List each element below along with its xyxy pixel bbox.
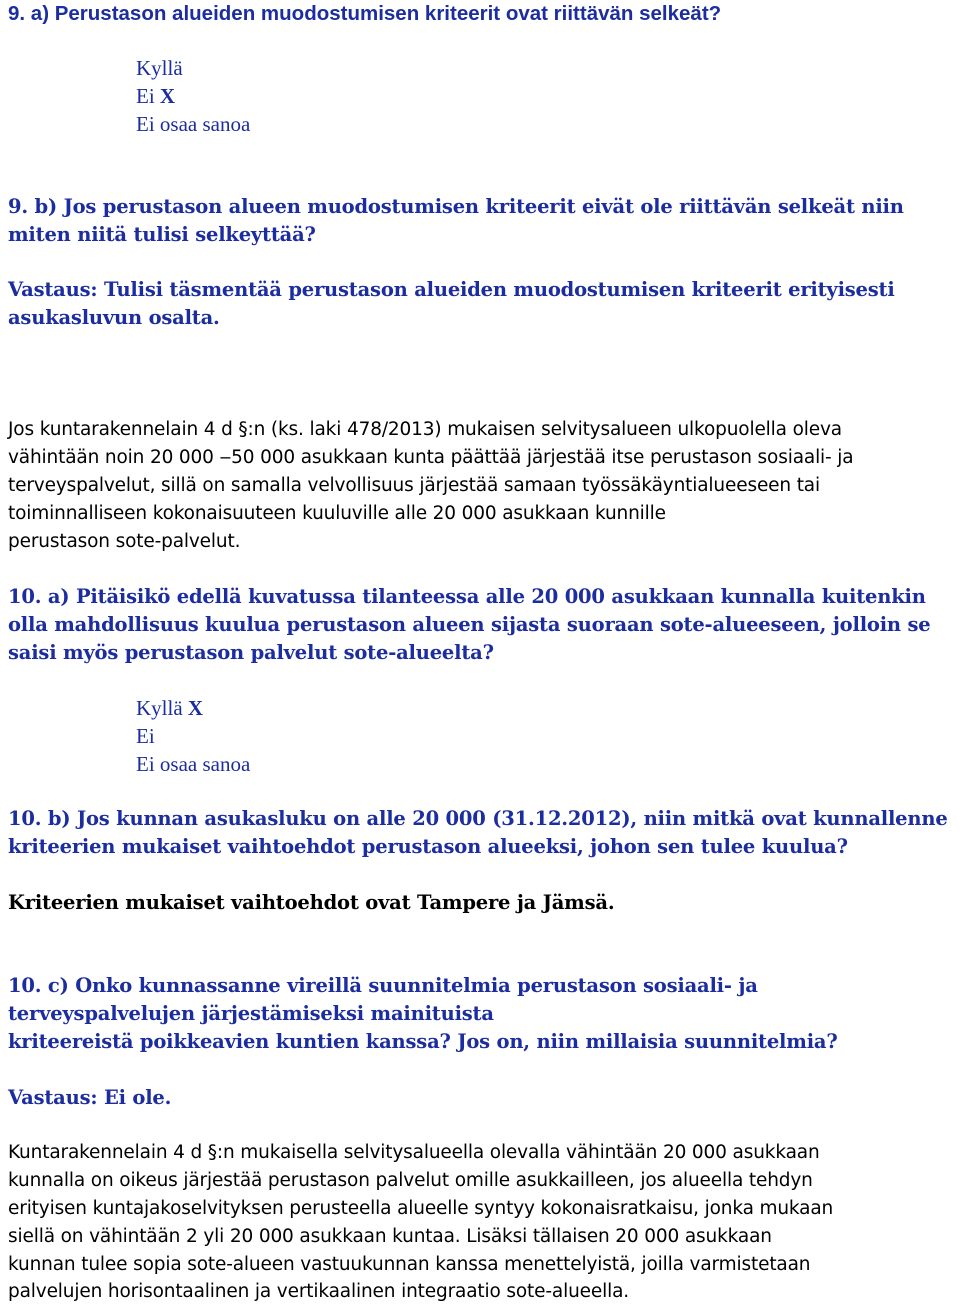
context-line-1: Jos kuntarakennelain 4 d §:n (ks. laki 478/2013) mukaisen selvitysalueen ulkopuolella oleva [8, 419, 842, 440]
answer-10b: Kriteerien mukaiset vaihtoehdot ovat Tampere ja Jämsä. [8, 891, 615, 914]
question-10c-line-2: terveyspalvelujen järjestämiseksi mainituista [8, 1002, 494, 1025]
option-ei-9a: Ei X [136, 84, 176, 108]
option-ei-osaa-sanoa-9a: Ei osaa sanoa [136, 112, 251, 136]
body-10c-line-5: kunnan tulee sopia sote-alueen vastuukunnan kanssa menettelyistä, joilla varmistetaan [8, 1254, 811, 1275]
body-10c-line-1: Kuntarakennelain 4 d §:n mukaisella selvitysalueella olevalla vähintään 20 000 asukkaan [8, 1142, 820, 1163]
option-ei-osaa-sanoa-10a: Ei osaa sanoa [136, 752, 251, 776]
question-10c-line-3: kriteereistä poikkeavien kuntien kanssa? Jos on, niin millaisia suunnitelmia? [8, 1030, 838, 1053]
context-line-2: vähintään noin 20 000 ‒50 000 asukkaan kunta päättää järjestää itse perustason sosiaali- ja [8, 447, 854, 468]
body-10c-line-2: kunnalla on oikeus järjestää perustason palvelut omille asukkailleen, jos alueella tehdyn [8, 1170, 813, 1191]
question-10c-line-1: 10. c) Onko kunnassanne vireillä suunnitelmia perustason sosiaali- ja [8, 974, 758, 997]
selected-mark: X [159, 84, 176, 108]
question-9a: 9. a) Perustason alueiden muodostumisen kriteerit ovat riittävän selkeät? [8, 2, 722, 25]
question-10a-line-1: 10. a) Pitäisikö edellä kuvatussa tilanteessa alle 20 000 asukkaan kunnalla kuitenkin [8, 585, 926, 608]
answer-10c: Vastaus: Ei ole. [8, 1086, 172, 1109]
question-9b-line-1: 9. b) Jos perustason alueen muodostumisen kriteerit eivät ole riittävän selkeät niin [8, 195, 904, 218]
question-10b-line-2: kriteerien mukaiset vaihtoehdot perustason alueeksi, johon sen tulee kuulua? [8, 835, 848, 858]
question-10a-line-2: olla mahdollisuus kuulua perustason alueen sijasta suoraan sote-alueeseen, jolloin se [8, 613, 931, 636]
option-kylla-9a: Kyllä [136, 56, 183, 80]
selected-mark: X [187, 696, 204, 720]
context-line-3: terveyspalvelut, sillä on samalla velvollisuus järjestää samaan työssäkäyntialueeseen tai [8, 475, 820, 496]
option-ei-10a: Ei [136, 724, 155, 748]
body-10c-line-3: erityisen kuntajakoselvityksen perusteella alueelle syntyy kokonaisratkaisu, jonka mukaan [8, 1198, 834, 1219]
answer-9b-line-1: Vastaus: Tulisi täsmentää perustason alueiden muodostumisen kriteerit erityisesti [8, 278, 895, 301]
context-line-5: perustason sote-palvelut. [8, 531, 241, 552]
context-line-4: toiminnalliseen kokonaisuuteen kuuluville alle 20 000 asukkaan kunnille [8, 503, 666, 524]
question-10a-line-3: saisi myös perustason palvelut sote-alueelta? [8, 641, 494, 664]
answer-9b-line-2: asukasluvun osalta. [8, 306, 220, 329]
body-10c-line-4: siellä on vähintään 2 yli 20 000 asukkaan kuntaa. Lisäksi tällaisen 20 000 asukkaan [8, 1226, 772, 1247]
body-10c-line-6: palvelujen horisontaalinen ja vertikaalinen integraatio sote-alueella. [8, 1281, 630, 1302]
question-10b-line-1: 10. b) Jos kunnan asukasluku on alle 20 000 (31.12.2012), niin mitkä ovat kunnallenne [8, 807, 948, 830]
option-kylla-10a: Kyllä X [136, 696, 204, 720]
question-9b-line-2: miten niitä tulisi selkeyttää? [8, 223, 316, 246]
